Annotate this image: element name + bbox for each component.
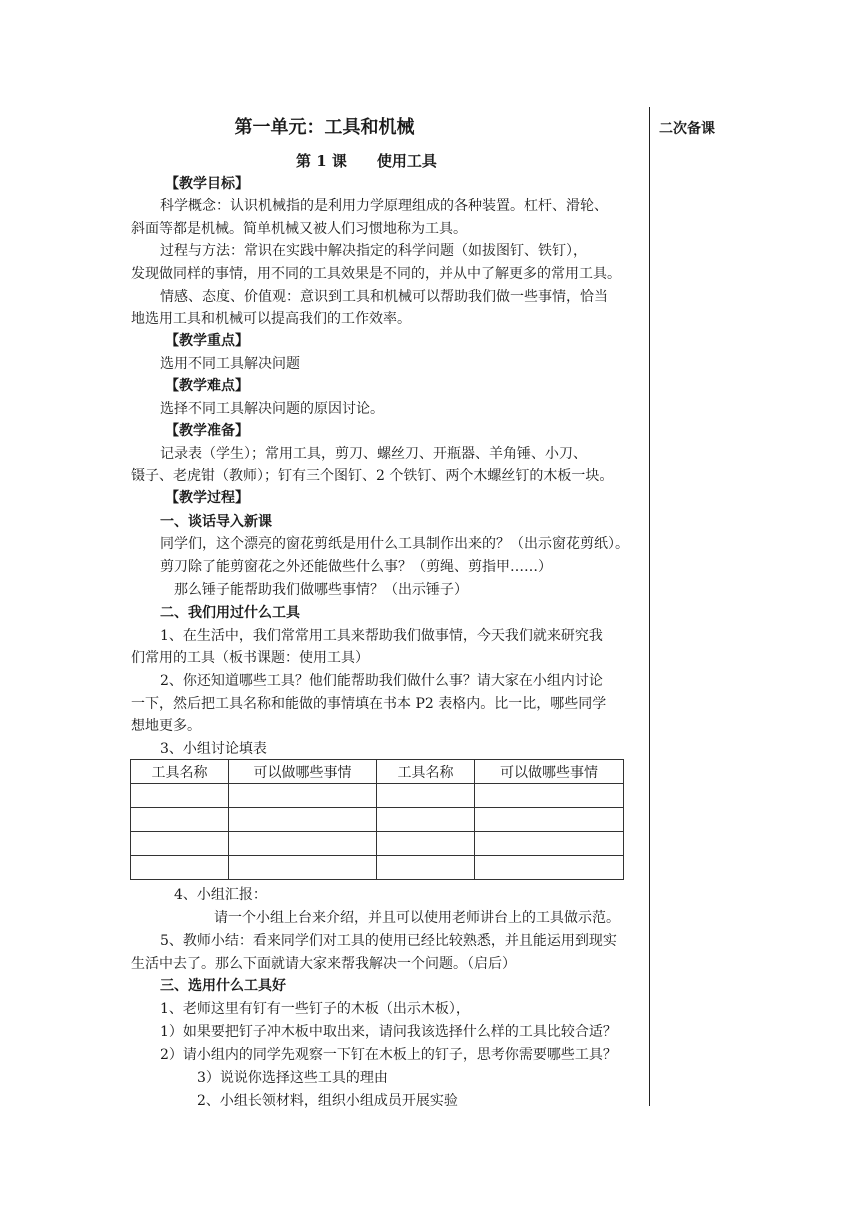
table-cell — [131, 808, 229, 832]
table-row — [131, 832, 624, 856]
text-line: 1、在生活中，我们常常用工具来帮助我们做事情，今天我们就来研究我 — [160, 628, 603, 644]
text-line: 镊子、老虎钳（教师）；钉有三个图钉、2 个铁钉、两个木螺丝钉的木板一块。 — [131, 468, 614, 484]
table-row — [131, 784, 624, 808]
table-cell — [131, 784, 229, 808]
table-cell — [377, 808, 475, 832]
text-line: 想地更多。 — [131, 718, 201, 734]
table-cell — [131, 856, 229, 880]
text-line: 发现做同样的事情，用不同的工具效果是不同的，并从中了解更多的常用工具。 — [131, 266, 621, 282]
table-cell — [377, 832, 475, 856]
text-line: 情感、态度、价值观：意识到工具和机械可以帮助我们做一些事情，恰当 — [160, 289, 608, 305]
text-line: 5、教师小结：看来同学们对工具的使用已经比较熟悉，并且能运用到现实 — [160, 933, 617, 949]
table-header-cell: 工具名称 — [131, 760, 229, 784]
table-cell — [475, 832, 624, 856]
text-line: 2）请小组内的同学先观察一下钉在木板上的钉子，思考你需要哪些工具？ — [160, 1047, 617, 1063]
section-heading: 二、我们用过什么工具 — [160, 605, 300, 621]
table-header-cell: 可以做哪些事情 — [475, 760, 624, 784]
lesson-title: 第 1 课 使用工具 — [296, 152, 437, 170]
section-heading: 【教学目标】 — [165, 176, 249, 192]
side-label: 二次备课 — [659, 121, 715, 137]
text-line: 生活中去了。那么下面就请大家来帮我解决一个问题。（启后） — [131, 956, 516, 972]
section-heading: 【教学难点】 — [165, 378, 249, 394]
text-line: 那么锤子能帮助我们做哪些事情？（出示锤子） — [174, 582, 468, 598]
table-cell — [377, 784, 475, 808]
column-divider — [649, 107, 650, 1106]
table-cell — [475, 808, 624, 832]
text-line: 斜面等都是机械。简单机械又被人们习惯地称为工具。 — [131, 221, 467, 237]
discussion-table — [130, 759, 624, 880]
text-line: 1）如果要把钉子冲木板中取出来，请问我该选择什么样的工具比较合适？ — [160, 1024, 617, 1040]
text-line: 们常用的工具（板书课题：使用工具） — [131, 650, 369, 666]
text-line: 1、老师这里有钉有一些钉子的木板（出示木板）， — [160, 1001, 470, 1017]
table-cell — [229, 808, 377, 832]
text-line: 过程与方法：常识在实践中解决指定的科学问题（如拔图钉、铁钉）， — [160, 243, 587, 259]
section-heading: 三、选用什么工具好 — [160, 978, 286, 994]
section-heading: 【教学重点】 — [165, 333, 249, 349]
section-heading: 【教学过程】 — [165, 490, 249, 506]
text-line: 选用不同工具解决问题 — [160, 356, 300, 372]
table-header-row — [131, 760, 624, 784]
text-line: 3、小组讨论填表 — [160, 741, 267, 757]
text-line: 同学们，这个漂亮的窗花剪纸是用什么工具制作出来的？（出示窗花剪纸）。 — [160, 536, 629, 552]
text-line: 记录表（学生）；常用工具，剪刀、螺丝刀、开瓶器、羊角锤、小刀、 — [160, 446, 587, 462]
text-line: 2、你还知道哪些工具？他们能帮助我们做什么事？请大家在小组内讨论 — [160, 673, 603, 689]
table-cell — [475, 784, 624, 808]
table-header-cell: 可以做哪些事情 — [229, 760, 377, 784]
table-cell — [229, 832, 377, 856]
table-cell — [229, 856, 377, 880]
text-line: 地选用工具和机械可以提高我们的工作效率。 — [131, 311, 411, 327]
table-cell — [131, 832, 229, 856]
text-line: 选择不同工具解决问题的原因讨论。 — [160, 401, 384, 417]
section-heading: 一、谈话导入新课 — [160, 514, 272, 530]
text-line: 3）说说你选择这些工具的理由 — [197, 1070, 388, 1086]
section-heading: 【教学准备】 — [165, 423, 249, 439]
text-line: 2、小组长领材料，组织小组成员开展实验 — [197, 1093, 458, 1109]
table-header-cell: 工具名称 — [377, 760, 475, 784]
text-line: 剪刀除了能剪窗花之外还能做些什么事？（剪绳、剪指甲……） — [160, 559, 552, 575]
text-line: 请一个小组上台来介绍，并且可以使用老师讲台上的工具做示范。 — [214, 910, 620, 926]
table-cell — [229, 784, 377, 808]
table-row — [131, 808, 624, 832]
text-line: 一下，然后把工具名称和能做的事情填在书本 P2 表格内。比一比，哪些同学 — [131, 696, 607, 712]
table-cell — [475, 856, 624, 880]
text-line: 科学概念：认识机械指的是利用力学原理组成的各种装置。杠杆、滑轮、 — [160, 198, 608, 214]
table-cell — [377, 856, 475, 880]
page-title: 第一单元：工具和机械 — [234, 117, 415, 138]
table-row — [131, 856, 624, 880]
text-line: 4、小组汇报： — [174, 887, 267, 903]
